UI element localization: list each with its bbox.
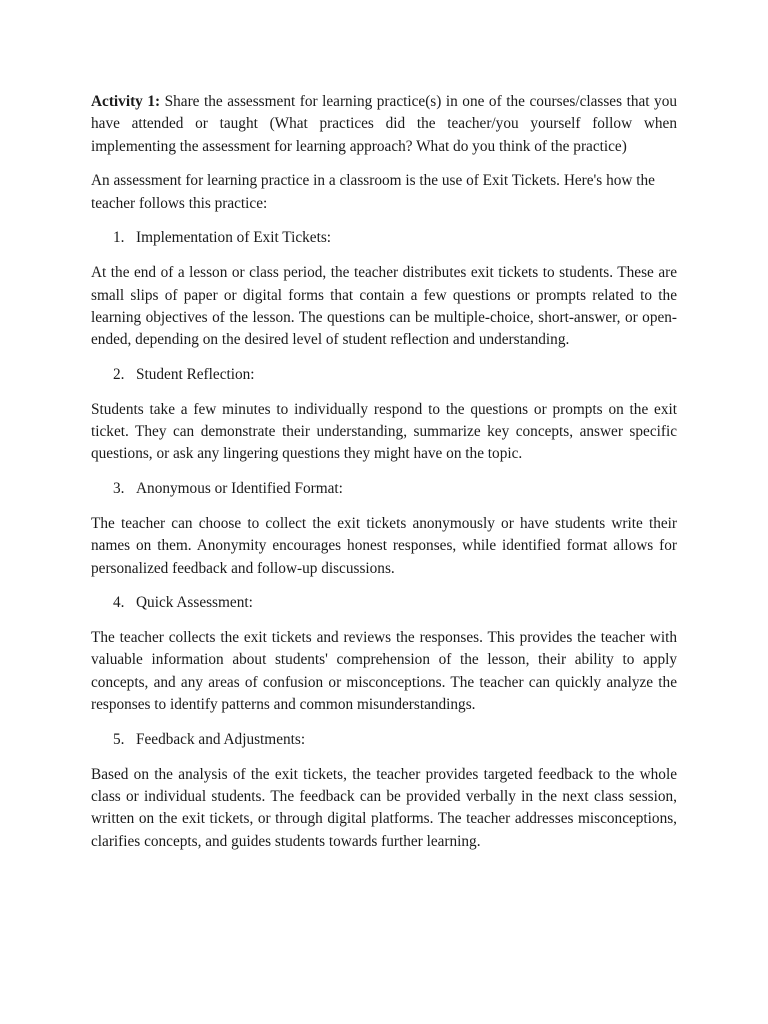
section-title: Quick Assessment: xyxy=(136,594,253,612)
document-page xyxy=(91,91,677,865)
section-heading-5 xyxy=(91,729,677,751)
section-body-2: Students take a few minutes to individually respond to the questions or prompts on the exit ticket. They can demonstrate their understanding, summarize key concepts, answer specific questions, or ask any lingering questions they might have on the topic. xyxy=(91,400,677,463)
section-heading-4 xyxy=(91,592,677,614)
section-title: Implementation of Exit Tickets: xyxy=(136,229,332,247)
lead-paragraph: An assessment for learning practice in a classroom is the use of Exit Tickets. Here's how the teacher follows this practice: xyxy=(91,172,655,212)
section-title: Anonymous or Identified Format: xyxy=(136,480,343,498)
section-heading-2 xyxy=(91,364,677,386)
section-body-5: Based on the analysis of the exit tickets, the teacher provides targeted feedback to the whole class or individual students. The feedback can be provided verbally in the next class session, written on the exit tickets, or through digital platforms. The teacher addresses misconceptions, clarifies concepts, and guides students towards further learning. xyxy=(91,765,677,850)
activity-label: Activity 1: xyxy=(91,93,161,110)
section-heading-3 xyxy=(91,478,677,500)
section-body-3: The teacher can choose to collect the exit tickets anonymously or have students write their names on them. Anonymity encourages honest responses, while identified format allows for personalized feedback and follow-up discussions. xyxy=(91,514,677,577)
section-title: Feedback and Adjustments: xyxy=(136,730,306,748)
section-number: 2. xyxy=(113,365,125,383)
activity-text: Share the assessment for learning practice(s) in one of the courses/classes that you have attended or taught (What practices did the teacher/you yourself follow when implementing the assessment for learning approach? What do you think of the practice) xyxy=(91,93,678,155)
section-title: Student Reflection: xyxy=(136,365,255,383)
section-number: 3. xyxy=(113,480,125,498)
section-body-4: The teacher collects the exit tickets and reviews the responses. This provides the teacher with valuable information about students' comprehension of the lesson, their ability to apply concepts, and any areas of confusion or misconceptions. The teacher can quickly analyze the responses to identify patterns and common misunderstandings. xyxy=(91,629,677,714)
activity-prompt xyxy=(91,91,677,158)
section-number: 1. xyxy=(113,229,125,247)
section-heading-1 xyxy=(91,227,677,249)
section-body-1: At the end of a lesson or class period, the teacher distributes exit tickets to students. These are small slips of paper or digital forms that contain a few questions or prompts related to the learning objectives of the lesson. The questions can be multiple-choice, short-answer, or open-ended, depending on the desired level of student reflection and understanding. xyxy=(91,264,677,349)
section-number: 5. xyxy=(113,730,125,748)
section-number: 4. xyxy=(113,594,125,612)
